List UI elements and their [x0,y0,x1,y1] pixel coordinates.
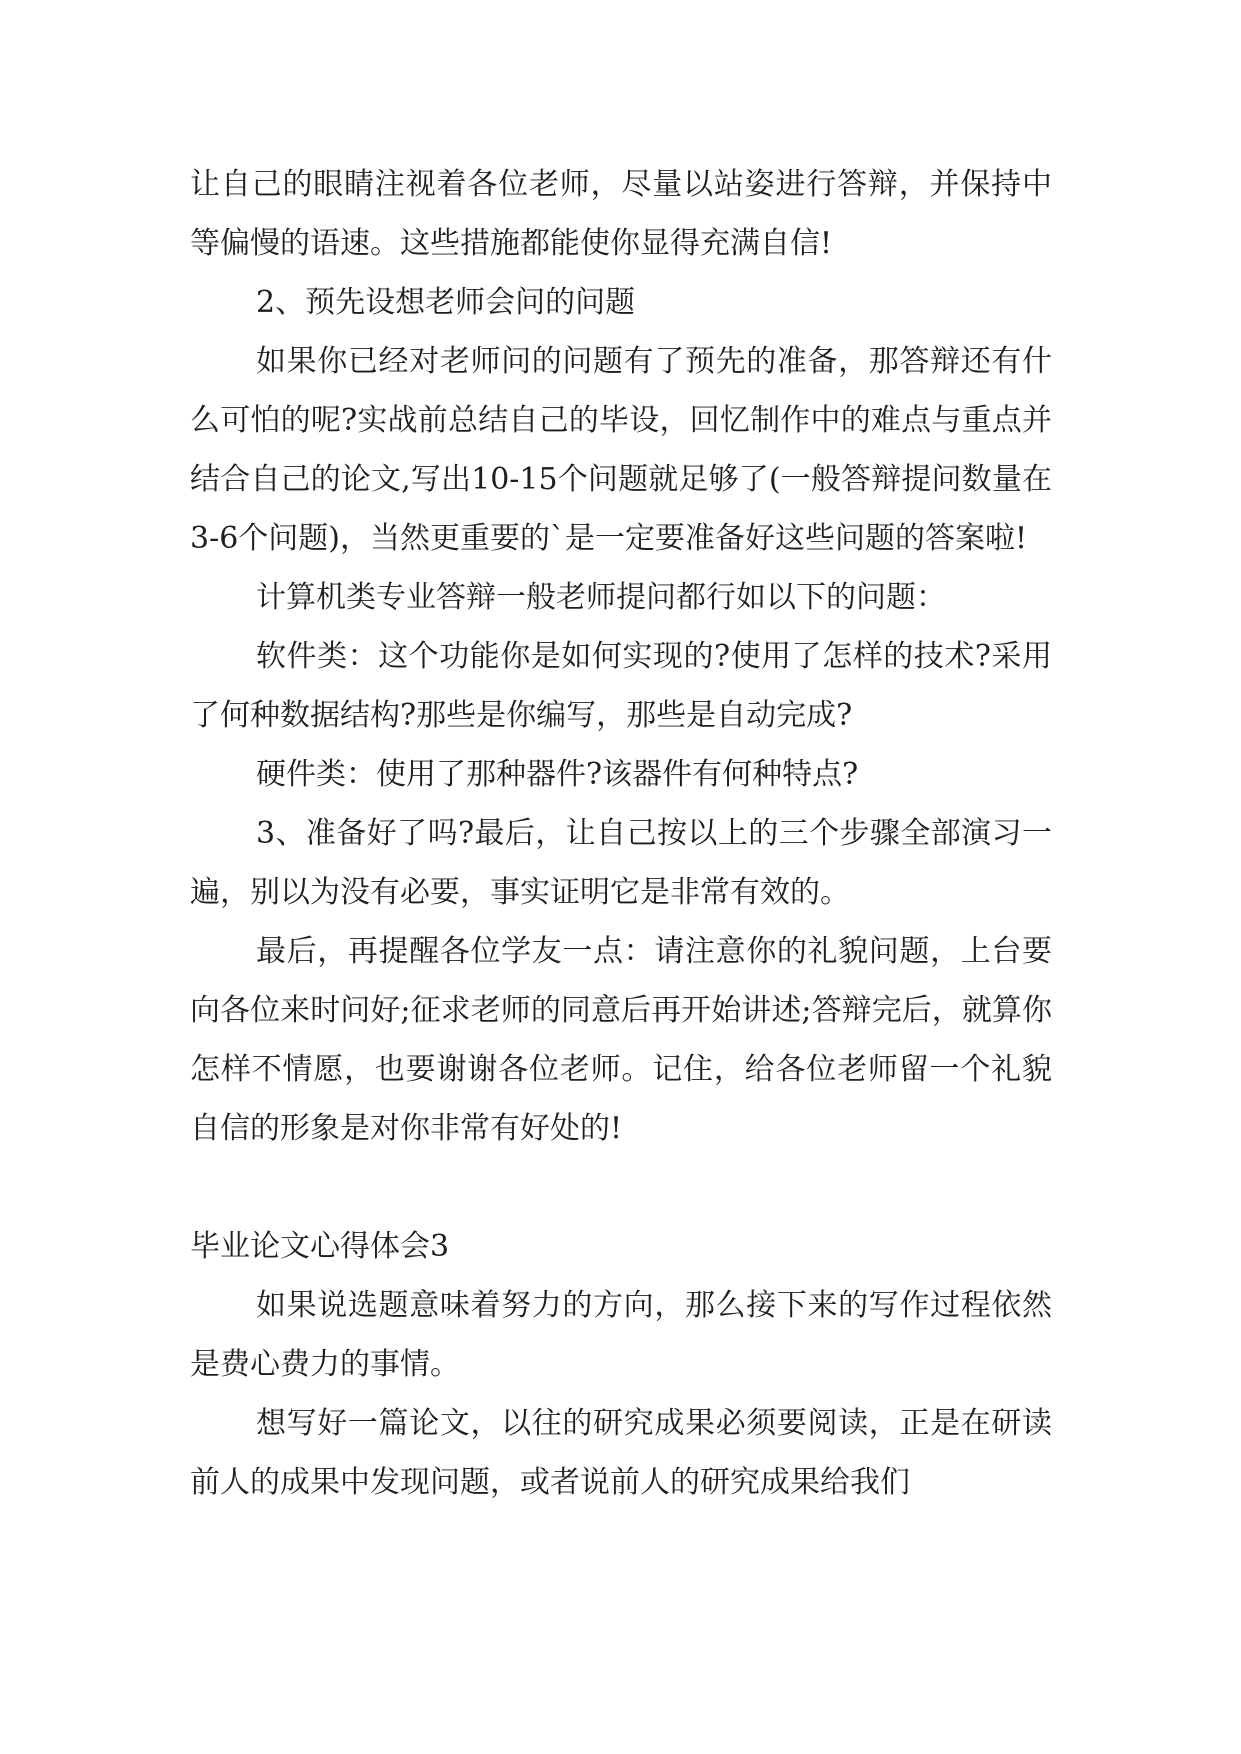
paragraph: 想写好一篇论文，以往的研究成果必须要阅读，正是在研读前人的成果中发现问题，或者说前人的研究成果给我们 [190,1406,1052,1500]
document-body [190,155,1052,1512]
list-heading-2: 2、预先设想老师会问的问题 [256,285,636,320]
paragraph: 最后，再提醒各位学友一点：请注意你的礼貌问题，上台要向各位来时问好;征求老师的同意后再开始讲述;答辩完后，就算你怎样不情愿，也要谢谢各位老师。记住，给各位老师留一个礼貌自信的形象是对你非常有好处的! [190,934,1052,1146]
section-heading: 毕业论文心得体会3 [190,1229,450,1264]
paragraph: 3、准备好了吗?最后，让自己按以上的三个步骤全部演习一遍，别以为没有必要，事实证明它是非常有效的。 [190,816,1052,910]
paragraph: 软件类：这个功能你是如何实现的?使用了怎样的技术?采用了何种数据结构?那些是你编写，那些是自动完成? [190,639,1052,733]
paragraph: 如果你已经对老师问的问题有了预先的准备，那答辩还有什么可怕的呢?实战前总结自己的毕设，回忆制作中的难点与重点并结合自己的论文,写出10-15个问题就足够了(一般答辩提问数量在3-6个问题)，当然更重要的`是一定要准备好这些问题的答案啦! [190,344,1052,556]
paragraph: 让自己的眼睛注视着各位老师，尽量以站姿进行答辩，并保持中等偏慢的语速。这些措施都能使你显得充满自信! [190,167,1052,261]
paragraph: 计算机类专业答辩一般老师提问都行如以下的问题： [256,580,946,615]
paragraph: 如果说选题意味着努力的方向，那么接下来的写作过程依然是费心费力的事情。 [190,1288,1052,1382]
paragraph: 硬件类：使用了那种器件?该器件有何种特点? [256,757,859,792]
